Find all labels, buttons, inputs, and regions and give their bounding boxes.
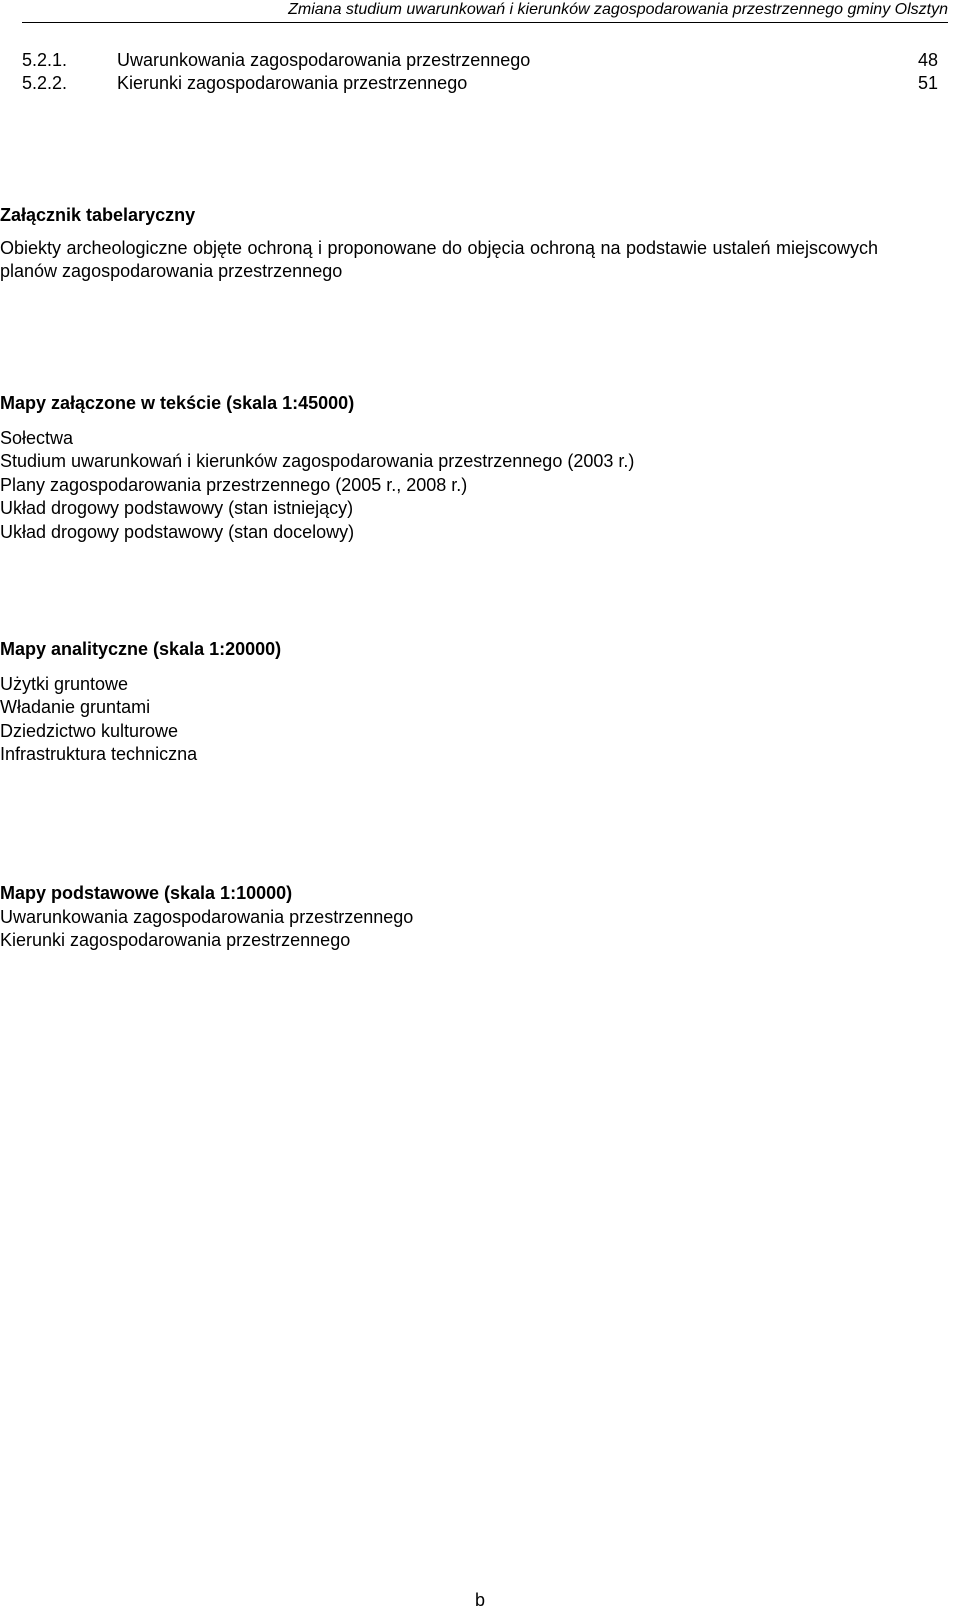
- table-of-contents: [22, 49, 938, 95]
- maps-in-text-section: [0, 392, 940, 544]
- list-item: Kierunki zagospodarowania przestrzennego: [0, 930, 351, 950]
- list-item: Uwarunkowania zagospodarowania przestrzennego: [0, 906, 414, 927]
- list-item: Władanie gruntami: [0, 697, 151, 717]
- maps-in-text-heading: Mapy załączone w tekście (skala 1:45000): [0, 393, 355, 413]
- list-item: Układ drogowy podstawowy (stan istniejący): [0, 498, 354, 518]
- page-marker: b: [474, 1590, 485, 1610]
- annex-section: [0, 204, 940, 284]
- analytic-maps-section: [0, 638, 940, 767]
- toc-title: Kierunki zagospodarowania przestrzennego: [117, 73, 468, 93]
- base-maps-section: [0, 882, 940, 953]
- toc-row[interactable]: [22, 49, 938, 72]
- list-item: Plany zagospodarowania przestrzennego (2005 r., 2008 r.): [0, 474, 468, 495]
- header-rule: [22, 22, 948, 23]
- toc-number: 5.2.2.: [22, 73, 68, 93]
- toc-page: 48: [917, 50, 938, 70]
- list-item: Studium uwarunkowań i kierunków zagospodarowania przestrzennego (2003 r.): [0, 451, 635, 471]
- analytic-maps-heading: Mapy analityczne (skala 1:20000): [0, 639, 282, 659]
- list-item: Układ drogowy podstawowy (stan docelowy): [0, 521, 355, 542]
- page-footer: [0, 1590, 960, 1610]
- running-title: Zmiana studium uwarunkowań i kierunków zagospodarowania przestrzennego gminy Olsztyn: [288, 1, 948, 18]
- toc-title: Uwarunkowania zagospodarowania przestrzennego: [117, 50, 531, 70]
- list-item: Infrastruktura techniczna: [0, 744, 198, 764]
- running-header: [0, 0, 948, 20]
- list-item: Dziedzictwo kulturowe: [0, 720, 179, 741]
- annex-description: Obiekty archeologiczne objęte ochroną i proponowane do objęcia ochroną na podstawie ustaleń miejscowych planów zagospodarowania przestrzennego: [0, 237, 878, 281]
- annex-heading: Załącznik tabelaryczny: [0, 205, 196, 225]
- list-item: Sołectwa: [0, 427, 74, 448]
- toc-row[interactable]: [22, 72, 938, 95]
- base-maps-heading: Mapy podstawowe (skala 1:10000): [0, 883, 293, 903]
- toc-page: 51: [917, 73, 938, 93]
- toc-number: 5.2.1.: [22, 50, 68, 70]
- list-item: Użytki gruntowe: [0, 673, 129, 694]
